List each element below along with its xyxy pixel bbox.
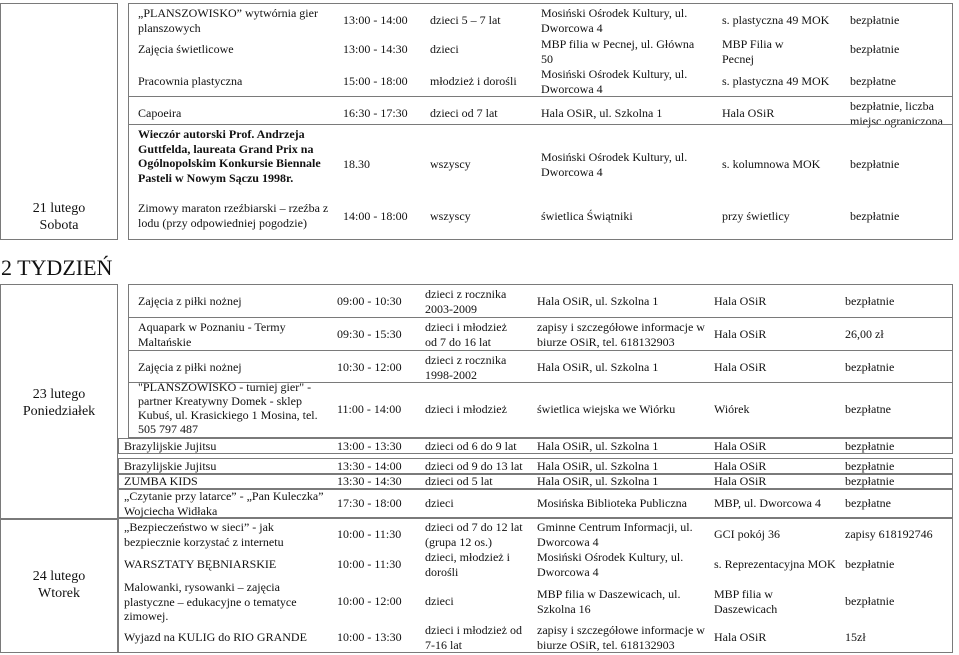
- event-place: Hala OSiR, ul. Szkolna 1: [537, 439, 659, 453]
- event-room: przy świetlicy: [722, 209, 790, 223]
- event-place: Hala OSiR, ul. Szkolna 1: [537, 474, 659, 488]
- event-time: 13:30 - 14:30: [337, 474, 402, 488]
- event-audience: dzieci od 7 do 12 lat (grupa 12 os.): [425, 520, 523, 549]
- event-audience: dzieci i młodzież od 7 do 16 lat: [425, 320, 507, 349]
- event-time: 16:30 - 17:30: [343, 106, 408, 120]
- event-time: 09:30 - 15:30: [337, 327, 402, 341]
- day-23-date: 23 lutego: [32, 387, 86, 402]
- event-place: Mosiński Ośrodek Kultury, ul. Dworcowa 4: [541, 150, 688, 179]
- event-room: Wiórek: [714, 402, 750, 416]
- section-heading: 2 TYDZIEŃ: [1, 255, 113, 280]
- event-title: Pracownia plastyczna: [138, 74, 243, 88]
- event-time: 13:30 - 14:00: [337, 459, 402, 473]
- event-audience: dzieci: [425, 496, 454, 510]
- event-title: ZUMBA KIDS: [124, 474, 198, 488]
- day-21-weekday: Sobota: [39, 218, 79, 233]
- event-row-box: [118, 474, 953, 489]
- event-room: Hala OSiR: [714, 474, 767, 488]
- event-time: 17:30 - 18:00: [337, 496, 402, 510]
- event-fee: bezpłatnie, liczba miejsc ograniczona: [850, 99, 943, 128]
- event-time: 18.30: [343, 157, 370, 171]
- event-title: „Bezpieczeństwo w sieci” - jak bezpiecznie korzystać z internetu: [124, 520, 284, 549]
- event-title: Malowanki, rysowanki – zajęcia plastyczne – edukacyjne o tematyce zimowej.: [124, 580, 297, 623]
- event-audience: młodzież i dorośli: [430, 74, 517, 88]
- event-room: s. plastyczna 49 MOK: [722, 13, 830, 27]
- event-audience: dzieci z rocznika 1998-2002: [425, 353, 507, 382]
- event-audience: dzieci i młodzież: [425, 402, 507, 416]
- event-audience: dzieci i młodzież od 7-16 lat: [425, 623, 522, 652]
- event-title: Brazylijskie Jujitsu: [124, 439, 217, 453]
- event-room: Hala OSiR: [714, 630, 767, 644]
- event-place: zapisy i szczegółowe informacje w biurze OSiR, tel. 618132903: [537, 320, 705, 349]
- event-place: Mosiński Ośrodek Kultury, ul. Dworcowa 4: [541, 6, 688, 35]
- event-fee: bezpłatnie: [850, 209, 900, 223]
- event-title: Zajęcia świetlicowe: [138, 42, 234, 56]
- event-place: MBP filia w Pecnej, ul. Główna 50: [541, 37, 695, 66]
- event-audience: dzieci: [430, 42, 459, 56]
- event-audience: dzieci od 5 lat: [425, 474, 493, 488]
- event-time: 15:00 - 18:00: [343, 74, 408, 88]
- event-place: Hala OSiR, ul. Szkolna 1: [537, 360, 659, 374]
- event-place: zapisy i szczegółowe informacje w biurze OSiR, tel. 618132903: [537, 623, 705, 652]
- event-audience: dzieci, młodzież i dorośli: [425, 550, 510, 579]
- event-row-box: [118, 438, 953, 454]
- event-fee: 26,00 zł: [845, 327, 884, 341]
- row-divider: [128, 124, 953, 125]
- event-room: Hala OSiR: [714, 327, 767, 341]
- event-time: 10:30 - 12:00: [337, 360, 402, 374]
- event-room: Hala OSiR: [714, 439, 767, 453]
- event-title: „PLANSZOWISKO” wytwórnia gier planszowych: [138, 6, 318, 35]
- event-room: GCI pokój 36: [714, 527, 780, 541]
- event-place: świetlica Świątniki: [541, 209, 633, 223]
- event-row-box: [118, 458, 953, 474]
- event-title: Wyjazd na KULIG do RIO GRANDE: [124, 630, 307, 644]
- event-room: Hala OSiR: [714, 294, 767, 308]
- event-place: Mosińska Biblioteka Publiczna: [537, 496, 687, 510]
- event-time: 10:00 - 13:30: [337, 630, 402, 644]
- row-divider: [128, 350, 953, 351]
- event-audience: dzieci od 9 do 13 lat: [425, 459, 523, 473]
- event-place: Mosiński Ośrodek Kultury, ul. Dworcowa 4: [541, 67, 688, 96]
- event-time: 10:00 - 12:00: [337, 594, 402, 608]
- row-divider: [128, 317, 953, 318]
- event-audience: dzieci od 6 do 9 lat: [425, 439, 517, 453]
- event-time: 11:00 - 14:00: [337, 402, 402, 416]
- event-title: Wieczór autorski Prof. Andrzeja Guttfelda, laureata Grand Prix na Ogólnopolskim Konkursie Biennale Pasteli w Nowym Sączu 1998r.: [138, 127, 321, 185]
- event-time: 13:00 - 13:30: [337, 439, 402, 453]
- event-title: „Czytanie przy latarce” - „Pan Kuleczka” Wojciecha Widłaka: [124, 489, 324, 518]
- day-23-label: [0, 386, 118, 420]
- event-fee: bezpłatnie: [850, 157, 900, 171]
- event-place: Hala OSiR, ul. Szkolna 1: [537, 294, 659, 308]
- row-divider: [128, 96, 953, 97]
- event-fee: zapisy 618192746: [845, 527, 933, 541]
- event-place: świetlica wiejska we Wiórku: [537, 402, 676, 416]
- event-title: Capoeira: [138, 106, 182, 120]
- event-time: 13:00 - 14:30: [343, 42, 408, 56]
- day-21-label: [0, 200, 118, 234]
- event-room: s. Reprezentacyjna MOK: [714, 557, 836, 571]
- event-audience: dzieci 5 – 7 lat: [430, 13, 501, 27]
- event-audience: wszyscy: [430, 157, 471, 171]
- event-title: Aquapark w Poznaniu - Termy Maltańskie: [138, 320, 286, 349]
- event-time: 09:00 - 10:30: [337, 294, 402, 308]
- event-fee: bezpłatne: [850, 74, 896, 88]
- event-audience: dzieci od 7 lat: [430, 106, 498, 120]
- event-fee: bezpłatne: [845, 402, 891, 416]
- event-room: MBP Filia w Pecnej: [722, 37, 784, 66]
- event-fee: bezpłatnie: [845, 557, 895, 571]
- event-title: "PLANSZOWISKO - turniej gier" - partner Kreatywny Domek - sklep Kubuś, ul. Krasickiego 1 Mosina, tel. 505 797 487: [138, 380, 318, 436]
- event-place: Mosiński Ośrodek Kultury, ul. Dworcowa 4: [537, 550, 684, 579]
- event-room: s. plastyczna 49 MOK: [722, 74, 830, 88]
- event-room: Hala OSiR: [722, 106, 775, 120]
- event-time: 10:00 - 11:30: [337, 557, 402, 571]
- event-time: 10:00 - 11:30: [337, 527, 402, 541]
- event-fee: bezpłatnie: [845, 459, 895, 473]
- event-fee: bezpłatnie: [850, 13, 900, 27]
- event-place: MBP filia w Daszewicach, ul. Szkolna 16: [537, 587, 681, 616]
- event-room: MBP filia w Daszewicach: [714, 587, 778, 616]
- event-room: Hala OSiR: [714, 459, 767, 473]
- event-title: Zajęcia z piłki nożnej: [138, 360, 242, 374]
- event-title: Brazylijskie Jujitsu: [124, 459, 217, 473]
- event-title: WARSZTATY BĘBNIARSKIE: [124, 557, 277, 571]
- event-title: Zimowy maraton rzeźbiarski – rzeźba z lodu (przy odpowiedniej pogodzie): [138, 201, 329, 230]
- event-place: Hala OSiR, ul. Szkolna 1: [537, 459, 659, 473]
- event-audience: dzieci: [425, 594, 454, 608]
- event-fee: bezpłatnie: [845, 439, 895, 453]
- event-audience: wszyscy: [430, 209, 471, 223]
- event-time: 13:00 - 14:00: [343, 13, 408, 27]
- event-fee: bezpłatne: [845, 496, 891, 510]
- day-23-weekday: Poniedziałek: [22, 404, 96, 419]
- event-audience: dzieci z rocznika 2003-2009: [425, 287, 507, 316]
- event-room: s. kolumnowa MOK: [722, 157, 821, 171]
- event-fee: bezpłatnie: [845, 474, 895, 488]
- event-fee: bezpłatnie: [850, 42, 900, 56]
- event-place: Hala OSiR, ul. Szkolna 1: [541, 106, 663, 120]
- day-24-date: 24 lutego: [32, 569, 86, 584]
- event-fee: 15zł: [845, 630, 866, 644]
- day-21-date: 21 lutego: [32, 201, 86, 216]
- event-time: 14:00 - 18:00: [343, 209, 408, 223]
- event-fee: bezpłatnie: [845, 594, 895, 608]
- day-24-label: [0, 568, 118, 602]
- event-title: Zajęcia z piłki nożnej: [138, 294, 242, 308]
- event-fee: bezpłatnie: [845, 360, 895, 374]
- event-room: Hala OSiR: [714, 360, 767, 374]
- event-fee: bezpłatnie: [845, 294, 895, 308]
- event-place: Gminne Centrum Informacji, ul. Dworcowa 4: [537, 520, 693, 549]
- event-room: MBP, ul. Dworcowa 4: [714, 496, 821, 510]
- day-24-weekday: Wtorek: [38, 586, 80, 601]
